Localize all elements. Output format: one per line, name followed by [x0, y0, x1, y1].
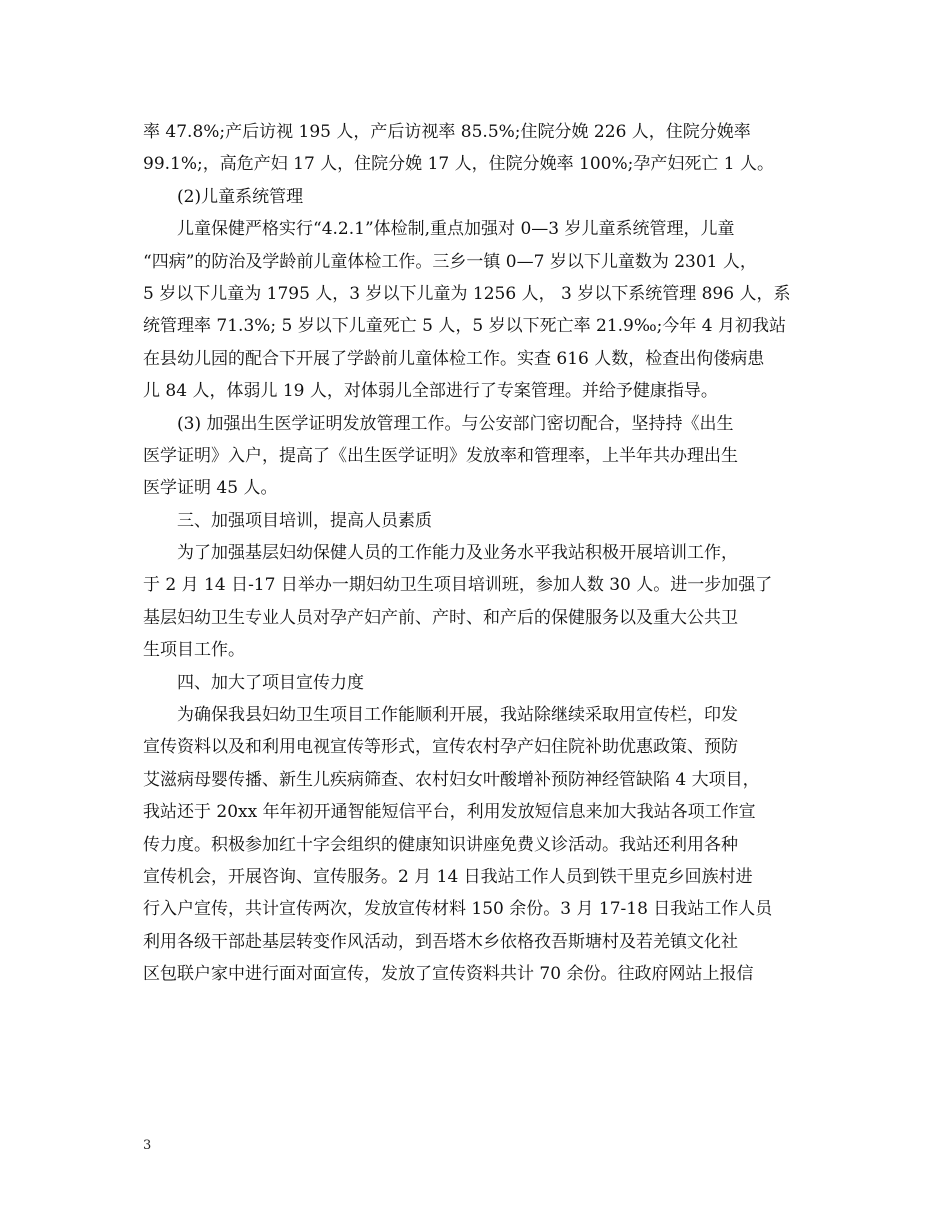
body-text [143, 116, 808, 991]
text-line: 统管理率 71.3%; 5 岁以下儿童死亡 5 人，5 岁以下死亡率 21.9‰;今年 4 月初我站 [143, 316, 787, 337]
text-line: 利用各级干部赴基层转变作风活动，到吾塔木乡依格孜吾斯塘村及若羌镇文化社 [143, 931, 738, 952]
text-line: 宣传机会，开展咨询、宣传服务。2 月 14 日我站工作人员到铁干里克乡回族村进 [143, 866, 753, 887]
text-line: 生项目工作。 [143, 640, 245, 661]
text-line: 我站还于 20xx 年年初开通智能短信平台，利用发放短信息来加大我站各项工作宣 [143, 802, 756, 823]
text-line: 医学证明 45 人。 [143, 478, 278, 499]
text-line: 传力度。积极参加红十字会组织的健康知识讲座免费义诊活动。我站还利用各种 [143, 834, 738, 855]
text-line: 基层妇幼卫生专业人员对孕产妇产前、产时、和产后的保健服务以及重大公共卫 [143, 607, 738, 628]
text-line: 为确保我县妇幼卫生项目工作能顺利开展，我站除继续采取用宣传栏，印发 [177, 705, 738, 726]
text-line: 在县幼儿园的配合下开展了学龄前儿童体检工作。实查 616 人数，检查出佝偻病患 [143, 348, 765, 369]
text-line: 儿童保健严格实行“4.2.1”体检制,重点加强对 0—3 岁儿童系统管理，儿童 [177, 219, 735, 240]
text-line: 四、加大了项目宣传力度 [177, 672, 364, 693]
text-line: 99.1%;，高危产妇 17 人，住院分娩 17 人，住院分娩率 100%;孕产妇死亡 1 人。 [143, 154, 774, 175]
text-line: 5 岁以下儿童为 1795 人，3 岁以下儿童为 1256 人， 3 岁以下系统管理 896 人，系 [143, 283, 791, 304]
text-line: 行入户宣传，共计宣传两次，发放宣传材料 150 余份。3 月 17-18 日我站工作人员 [143, 899, 773, 920]
text-line: 于 2 月 14 日-17 日举办一期妇幼卫生项目培训班，参加人数 30 人。进一步加强了 [143, 575, 773, 596]
text-line: 宣传资料以及和利用电视宣传等形式，宣传农村孕产妇住院补助优惠政策、预防 [143, 737, 738, 758]
text-line: 三、加强项目培训，提高人员素质 [177, 510, 432, 531]
text-line: (3) 加强出生医学证明发放管理工作。与公安部门密切配合，坚持持《出生 [177, 413, 734, 434]
text-line: 儿 84 人，体弱儿 19 人，对体弱儿全部进行了专案管理。并给予健康指导。 [143, 381, 718, 402]
page-number: 3 [143, 1138, 152, 1153]
text-line: 艾滋病母婴传播、新生儿疾病筛查、农村妇女叶酸增补预防神经管缺陷 4 大项目， [143, 769, 760, 790]
text-line: 医学证明》入户，提高了《出生医学证明》发放率和管理率，上半年共办理出生 [143, 445, 738, 466]
text-line: 率 47.8%;产后访视 195 人，产后访视率 85.5%;住院分娩 226 人，住院分娩率 [143, 122, 751, 142]
text-line: 为了加强基层妇幼保健人员的工作能力及业务水平我站积极开展培训工作， [177, 543, 738, 564]
text-line: “四病”的防治及学龄前儿童体检工作。三乡一镇 0—7 岁以下儿童数为 2301 人， [143, 251, 757, 272]
text-line: (2)儿童系统管理 [177, 186, 304, 207]
text-line: 区包联户家中进行面对面宣传，发放了宣传资料共计 70 余份。往政府网站上报信 [143, 964, 754, 985]
